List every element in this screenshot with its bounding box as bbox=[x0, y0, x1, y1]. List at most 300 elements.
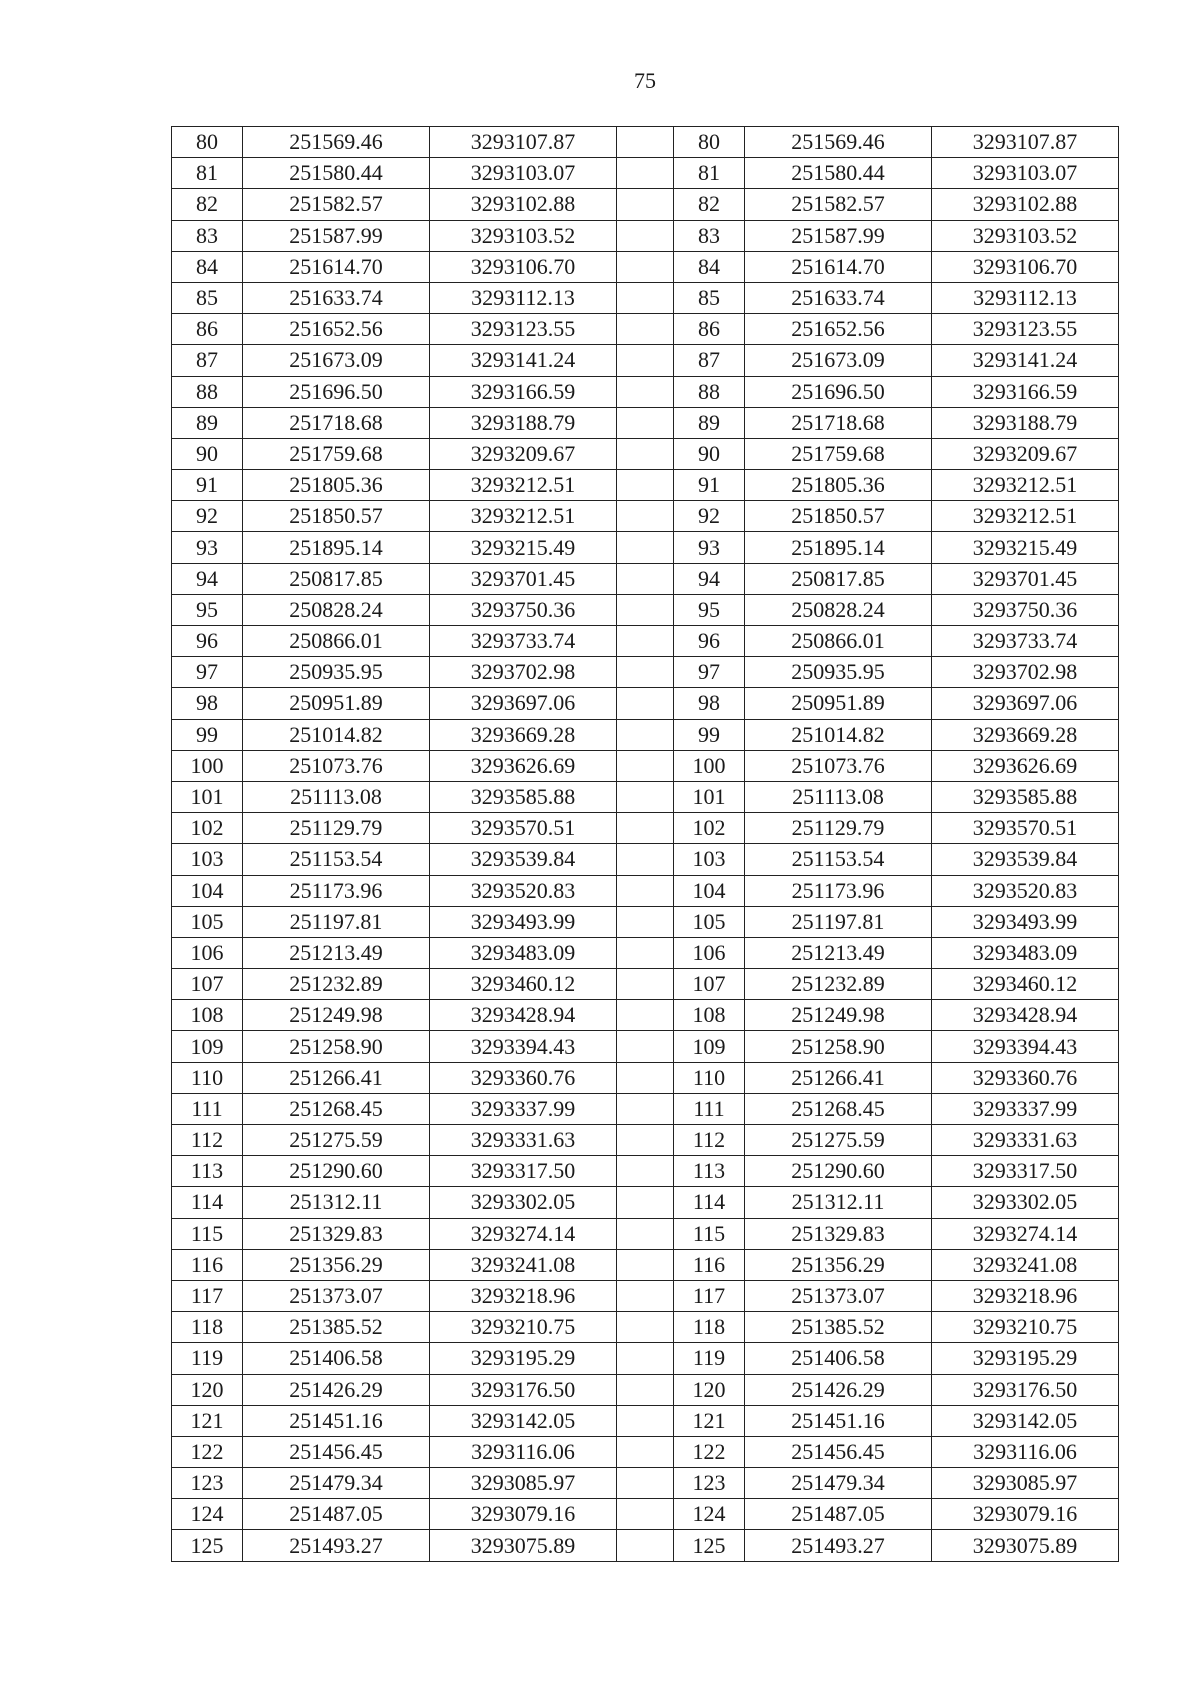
x-coordinate-cell: 251275.59 bbox=[243, 1125, 430, 1156]
table-row bbox=[172, 875, 1119, 906]
y-coordinate-cell: 3293733.74 bbox=[932, 626, 1119, 657]
page-number: 75 bbox=[634, 68, 656, 93]
y-coordinate-cell: 3293337.99 bbox=[430, 1093, 617, 1124]
y-coordinate-cell: 3293102.88 bbox=[932, 189, 1119, 220]
y-coordinate-cell: 3293106.70 bbox=[932, 251, 1119, 282]
point-number-cell: 117 bbox=[674, 1280, 745, 1311]
y-coordinate-cell: 3293539.84 bbox=[932, 844, 1119, 875]
x-coordinate-cell: 251249.98 bbox=[243, 1000, 430, 1031]
point-number-cell: 92 bbox=[172, 501, 243, 532]
point-number-cell: 89 bbox=[172, 407, 243, 438]
x-coordinate-cell: 251153.54 bbox=[745, 844, 932, 875]
table-row bbox=[172, 1405, 1119, 1436]
y-coordinate-cell: 3293626.69 bbox=[430, 750, 617, 781]
x-coordinate-cell: 251451.16 bbox=[745, 1405, 932, 1436]
table-row bbox=[172, 844, 1119, 875]
y-coordinate-cell: 3293142.05 bbox=[430, 1405, 617, 1436]
table-row bbox=[172, 657, 1119, 688]
x-coordinate-cell: 251213.49 bbox=[243, 937, 430, 968]
empty-separator-cell bbox=[617, 282, 674, 313]
point-number-cell: 84 bbox=[674, 251, 745, 282]
empty-separator-cell bbox=[617, 875, 674, 906]
table-row bbox=[172, 1280, 1119, 1311]
y-coordinate-cell: 3293428.94 bbox=[932, 1000, 1119, 1031]
point-number-cell: 108 bbox=[674, 1000, 745, 1031]
y-coordinate-cell: 3293697.06 bbox=[430, 688, 617, 719]
x-coordinate-cell: 251258.90 bbox=[745, 1031, 932, 1062]
table-row bbox=[172, 937, 1119, 968]
point-number-cell: 101 bbox=[172, 781, 243, 812]
point-number-cell: 125 bbox=[674, 1530, 745, 1561]
empty-separator-cell bbox=[617, 1280, 674, 1311]
y-coordinate-cell: 3293331.63 bbox=[932, 1125, 1119, 1156]
point-number-cell: 98 bbox=[172, 688, 243, 719]
point-number-cell: 124 bbox=[172, 1499, 243, 1530]
empty-separator-cell bbox=[617, 532, 674, 563]
y-coordinate-cell: 3293075.89 bbox=[932, 1530, 1119, 1561]
x-coordinate-cell: 251113.08 bbox=[745, 781, 932, 812]
x-coordinate-cell: 251451.16 bbox=[243, 1405, 430, 1436]
y-coordinate-cell: 3293702.98 bbox=[430, 657, 617, 688]
empty-separator-cell bbox=[617, 251, 674, 282]
y-coordinate-cell: 3293079.16 bbox=[932, 1499, 1119, 1530]
point-number-cell: 121 bbox=[674, 1405, 745, 1436]
point-number-cell: 111 bbox=[172, 1093, 243, 1124]
point-number-cell: 116 bbox=[172, 1249, 243, 1280]
table-row bbox=[172, 470, 1119, 501]
x-coordinate-cell: 251456.45 bbox=[243, 1436, 430, 1467]
x-coordinate-cell: 250951.89 bbox=[243, 688, 430, 719]
y-coordinate-cell: 3293123.55 bbox=[932, 314, 1119, 345]
x-coordinate-cell: 251850.57 bbox=[243, 501, 430, 532]
x-coordinate-cell: 251232.89 bbox=[745, 969, 932, 1000]
y-coordinate-cell: 3293394.43 bbox=[430, 1031, 617, 1062]
x-coordinate-cell: 251266.41 bbox=[243, 1062, 430, 1093]
point-number-cell: 119 bbox=[674, 1343, 745, 1374]
empty-separator-cell bbox=[617, 1187, 674, 1218]
y-coordinate-cell: 3293123.55 bbox=[430, 314, 617, 345]
x-coordinate-cell: 250935.95 bbox=[745, 657, 932, 688]
empty-separator-cell bbox=[617, 1312, 674, 1343]
y-coordinate-cell: 3293302.05 bbox=[430, 1187, 617, 1218]
point-number-cell: 122 bbox=[172, 1436, 243, 1467]
x-coordinate-cell: 250817.85 bbox=[243, 563, 430, 594]
point-number-cell: 97 bbox=[172, 657, 243, 688]
x-coordinate-cell: 251385.52 bbox=[243, 1312, 430, 1343]
point-number-cell: 115 bbox=[674, 1218, 745, 1249]
x-coordinate-cell: 251153.54 bbox=[243, 844, 430, 875]
y-coordinate-cell: 3293702.98 bbox=[932, 657, 1119, 688]
y-coordinate-cell: 3293142.05 bbox=[932, 1405, 1119, 1436]
x-coordinate-cell: 251696.50 bbox=[243, 376, 430, 407]
point-number-cell: 91 bbox=[674, 470, 745, 501]
point-number-cell: 107 bbox=[172, 969, 243, 1000]
point-number-cell: 80 bbox=[674, 127, 745, 158]
y-coordinate-cell: 3293176.50 bbox=[430, 1374, 617, 1405]
x-coordinate-cell: 251406.58 bbox=[745, 1343, 932, 1374]
table-row bbox=[172, 626, 1119, 657]
empty-separator-cell bbox=[617, 1374, 674, 1405]
empty-separator-cell bbox=[617, 781, 674, 812]
point-number-cell: 121 bbox=[172, 1405, 243, 1436]
point-number-cell: 123 bbox=[674, 1468, 745, 1499]
x-coordinate-cell: 251329.83 bbox=[745, 1218, 932, 1249]
table-row bbox=[172, 1093, 1119, 1124]
y-coordinate-cell: 3293394.43 bbox=[932, 1031, 1119, 1062]
table-row bbox=[172, 1374, 1119, 1405]
y-coordinate-cell: 3293520.83 bbox=[932, 875, 1119, 906]
point-number-cell: 85 bbox=[674, 282, 745, 313]
empty-separator-cell bbox=[617, 1156, 674, 1187]
table-row bbox=[172, 407, 1119, 438]
empty-separator-cell bbox=[617, 376, 674, 407]
x-coordinate-cell: 251614.70 bbox=[243, 251, 430, 282]
x-coordinate-cell: 251493.27 bbox=[745, 1530, 932, 1561]
x-coordinate-cell: 251014.82 bbox=[243, 719, 430, 750]
y-coordinate-cell: 3293079.16 bbox=[430, 1499, 617, 1530]
x-coordinate-cell: 251213.49 bbox=[745, 937, 932, 968]
empty-separator-cell bbox=[617, 563, 674, 594]
x-coordinate-cell: 250951.89 bbox=[745, 688, 932, 719]
point-number-cell: 111 bbox=[674, 1093, 745, 1124]
table-row bbox=[172, 1062, 1119, 1093]
point-number-cell: 80 bbox=[172, 127, 243, 158]
x-coordinate-cell: 251197.81 bbox=[243, 906, 430, 937]
point-number-cell: 94 bbox=[172, 563, 243, 594]
table-row bbox=[172, 1530, 1119, 1561]
y-coordinate-cell: 3293539.84 bbox=[430, 844, 617, 875]
point-number-cell: 95 bbox=[172, 594, 243, 625]
y-coordinate-cell: 3293733.74 bbox=[430, 626, 617, 657]
table-row bbox=[172, 438, 1119, 469]
table-row bbox=[172, 1218, 1119, 1249]
x-coordinate-cell: 250866.01 bbox=[243, 626, 430, 657]
x-coordinate-cell: 251258.90 bbox=[243, 1031, 430, 1062]
point-number-cell: 99 bbox=[172, 719, 243, 750]
point-number-cell: 105 bbox=[674, 906, 745, 937]
empty-separator-cell bbox=[617, 1062, 674, 1093]
y-coordinate-cell: 3293103.07 bbox=[932, 158, 1119, 189]
table-row bbox=[172, 563, 1119, 594]
y-coordinate-cell: 3293360.76 bbox=[932, 1062, 1119, 1093]
y-coordinate-cell: 3293669.28 bbox=[932, 719, 1119, 750]
x-coordinate-cell: 251569.46 bbox=[243, 127, 430, 158]
x-coordinate-cell: 251487.05 bbox=[243, 1499, 430, 1530]
y-coordinate-cell: 3293212.51 bbox=[932, 501, 1119, 532]
x-coordinate-cell: 251275.59 bbox=[745, 1125, 932, 1156]
y-coordinate-cell: 3293274.14 bbox=[932, 1218, 1119, 1249]
table-row bbox=[172, 1468, 1119, 1499]
point-number-cell: 93 bbox=[674, 532, 745, 563]
point-number-cell: 112 bbox=[674, 1125, 745, 1156]
table-row bbox=[172, 189, 1119, 220]
point-number-cell: 86 bbox=[172, 314, 243, 345]
x-coordinate-cell: 250935.95 bbox=[243, 657, 430, 688]
x-coordinate-cell: 251479.34 bbox=[745, 1468, 932, 1499]
x-coordinate-cell: 251290.60 bbox=[243, 1156, 430, 1187]
x-coordinate-cell: 251673.09 bbox=[243, 345, 430, 376]
x-coordinate-cell: 251805.36 bbox=[243, 470, 430, 501]
point-number-cell: 87 bbox=[674, 345, 745, 376]
x-coordinate-cell: 251479.34 bbox=[243, 1468, 430, 1499]
point-number-cell: 88 bbox=[172, 376, 243, 407]
y-coordinate-cell: 3293337.99 bbox=[932, 1093, 1119, 1124]
y-coordinate-cell: 3293103.07 bbox=[430, 158, 617, 189]
point-number-cell: 87 bbox=[172, 345, 243, 376]
y-coordinate-cell: 3293460.12 bbox=[430, 969, 617, 1000]
x-coordinate-cell: 251406.58 bbox=[243, 1343, 430, 1374]
x-coordinate-cell: 251487.05 bbox=[745, 1499, 932, 1530]
y-coordinate-cell: 3293085.97 bbox=[932, 1468, 1119, 1499]
x-coordinate-cell: 251587.99 bbox=[745, 220, 932, 251]
x-coordinate-cell: 250817.85 bbox=[745, 563, 932, 594]
empty-separator-cell bbox=[617, 345, 674, 376]
y-coordinate-cell: 3293483.09 bbox=[430, 937, 617, 968]
y-coordinate-cell: 3293212.51 bbox=[430, 470, 617, 501]
table-row bbox=[172, 969, 1119, 1000]
empty-separator-cell bbox=[617, 1125, 674, 1156]
point-number-cell: 85 bbox=[172, 282, 243, 313]
table-row bbox=[172, 1156, 1119, 1187]
x-coordinate-cell: 250828.24 bbox=[243, 594, 430, 625]
empty-separator-cell bbox=[617, 1093, 674, 1124]
x-coordinate-cell: 251633.74 bbox=[745, 282, 932, 313]
y-coordinate-cell: 3293585.88 bbox=[932, 781, 1119, 812]
y-coordinate-cell: 3293107.87 bbox=[932, 127, 1119, 158]
empty-separator-cell bbox=[617, 906, 674, 937]
empty-separator-cell bbox=[617, 1436, 674, 1467]
y-coordinate-cell: 3293176.50 bbox=[932, 1374, 1119, 1405]
point-number-cell: 94 bbox=[674, 563, 745, 594]
point-number-cell: 118 bbox=[674, 1312, 745, 1343]
x-coordinate-cell: 251385.52 bbox=[745, 1312, 932, 1343]
y-coordinate-cell: 3293460.12 bbox=[932, 969, 1119, 1000]
point-number-cell: 102 bbox=[172, 813, 243, 844]
x-coordinate-cell: 251580.44 bbox=[243, 158, 430, 189]
y-coordinate-cell: 3293570.51 bbox=[932, 813, 1119, 844]
empty-separator-cell bbox=[617, 407, 674, 438]
y-coordinate-cell: 3293209.67 bbox=[430, 438, 617, 469]
x-coordinate-cell: 251895.14 bbox=[745, 532, 932, 563]
point-number-cell: 115 bbox=[172, 1218, 243, 1249]
x-coordinate-cell: 251173.96 bbox=[243, 875, 430, 906]
x-coordinate-cell: 251356.29 bbox=[745, 1249, 932, 1280]
empty-separator-cell bbox=[617, 844, 674, 875]
y-coordinate-cell: 3293112.13 bbox=[430, 282, 617, 313]
empty-separator-cell bbox=[617, 1530, 674, 1561]
point-number-cell: 96 bbox=[674, 626, 745, 657]
table-row bbox=[172, 813, 1119, 844]
table-row bbox=[172, 501, 1119, 532]
x-coordinate-cell: 251268.45 bbox=[243, 1093, 430, 1124]
x-coordinate-cell: 251652.56 bbox=[243, 314, 430, 345]
empty-separator-cell bbox=[617, 969, 674, 1000]
empty-separator-cell bbox=[617, 438, 674, 469]
y-coordinate-cell: 3293075.89 bbox=[430, 1530, 617, 1561]
y-coordinate-cell: 3293212.51 bbox=[932, 470, 1119, 501]
x-coordinate-cell: 251805.36 bbox=[745, 470, 932, 501]
x-coordinate-cell: 251373.07 bbox=[243, 1280, 430, 1311]
point-number-cell: 95 bbox=[674, 594, 745, 625]
table-row bbox=[172, 376, 1119, 407]
empty-separator-cell bbox=[617, 220, 674, 251]
point-number-cell: 90 bbox=[172, 438, 243, 469]
x-coordinate-cell: 251850.57 bbox=[745, 501, 932, 532]
empty-separator-cell bbox=[617, 657, 674, 688]
point-number-cell: 104 bbox=[674, 875, 745, 906]
point-number-cell: 125 bbox=[172, 1530, 243, 1561]
y-coordinate-cell: 3293483.09 bbox=[932, 937, 1119, 968]
y-coordinate-cell: 3293701.45 bbox=[932, 563, 1119, 594]
point-number-cell: 99 bbox=[674, 719, 745, 750]
y-coordinate-cell: 3293218.96 bbox=[932, 1280, 1119, 1311]
y-coordinate-cell: 3293331.63 bbox=[430, 1125, 617, 1156]
y-coordinate-cell: 3293103.52 bbox=[430, 220, 617, 251]
point-number-cell: 114 bbox=[172, 1187, 243, 1218]
point-number-cell: 110 bbox=[172, 1062, 243, 1093]
x-coordinate-cell: 251426.29 bbox=[745, 1374, 932, 1405]
y-coordinate-cell: 3293697.06 bbox=[932, 688, 1119, 719]
point-number-cell: 123 bbox=[172, 1468, 243, 1499]
point-number-cell: 103 bbox=[674, 844, 745, 875]
point-number-cell: 93 bbox=[172, 532, 243, 563]
x-coordinate-cell: 251113.08 bbox=[243, 781, 430, 812]
point-number-cell: 107 bbox=[674, 969, 745, 1000]
x-coordinate-cell: 251129.79 bbox=[745, 813, 932, 844]
empty-separator-cell bbox=[617, 688, 674, 719]
point-number-cell: 117 bbox=[172, 1280, 243, 1311]
empty-separator-cell bbox=[617, 1343, 674, 1374]
point-number-cell: 82 bbox=[172, 189, 243, 220]
point-number-cell: 100 bbox=[674, 750, 745, 781]
y-coordinate-cell: 3293215.49 bbox=[430, 532, 617, 563]
x-coordinate-cell: 251587.99 bbox=[243, 220, 430, 251]
x-coordinate-cell: 251456.45 bbox=[745, 1436, 932, 1467]
point-number-cell: 118 bbox=[172, 1312, 243, 1343]
empty-separator-cell bbox=[617, 314, 674, 345]
y-coordinate-cell: 3293141.24 bbox=[430, 345, 617, 376]
x-coordinate-cell: 251696.50 bbox=[745, 376, 932, 407]
empty-separator-cell bbox=[617, 1000, 674, 1031]
table-row bbox=[172, 1312, 1119, 1343]
point-number-cell: 114 bbox=[674, 1187, 745, 1218]
x-coordinate-cell: 250866.01 bbox=[745, 626, 932, 657]
x-coordinate-cell: 251673.09 bbox=[745, 345, 932, 376]
table-row bbox=[172, 1343, 1119, 1374]
x-coordinate-cell: 251197.81 bbox=[745, 906, 932, 937]
x-coordinate-cell: 251493.27 bbox=[243, 1530, 430, 1561]
y-coordinate-cell: 3293570.51 bbox=[430, 813, 617, 844]
point-number-cell: 83 bbox=[172, 220, 243, 251]
empty-separator-cell bbox=[617, 1405, 674, 1436]
x-coordinate-cell: 251759.68 bbox=[243, 438, 430, 469]
y-coordinate-cell: 3293141.24 bbox=[932, 345, 1119, 376]
x-coordinate-cell: 251129.79 bbox=[243, 813, 430, 844]
table-row bbox=[172, 127, 1119, 158]
point-number-cell: 104 bbox=[172, 875, 243, 906]
x-coordinate-cell: 250828.24 bbox=[745, 594, 932, 625]
empty-separator-cell bbox=[617, 750, 674, 781]
point-number-cell: 86 bbox=[674, 314, 745, 345]
y-coordinate-cell: 3293103.52 bbox=[932, 220, 1119, 251]
point-number-cell: 109 bbox=[674, 1031, 745, 1062]
table-row bbox=[172, 220, 1119, 251]
y-coordinate-cell: 3293274.14 bbox=[430, 1218, 617, 1249]
point-number-cell: 84 bbox=[172, 251, 243, 282]
empty-separator-cell bbox=[617, 1218, 674, 1249]
table-row bbox=[172, 314, 1119, 345]
x-coordinate-cell: 251582.57 bbox=[243, 189, 430, 220]
y-coordinate-cell: 3293116.06 bbox=[932, 1436, 1119, 1467]
table-row bbox=[172, 251, 1119, 282]
table-row bbox=[172, 1249, 1119, 1280]
x-coordinate-cell: 251329.83 bbox=[243, 1218, 430, 1249]
point-number-cell: 82 bbox=[674, 189, 745, 220]
table-row bbox=[172, 1031, 1119, 1062]
y-coordinate-cell: 3293212.51 bbox=[430, 501, 617, 532]
y-coordinate-cell: 3293302.05 bbox=[932, 1187, 1119, 1218]
x-coordinate-cell: 251312.11 bbox=[243, 1187, 430, 1218]
point-number-cell: 108 bbox=[172, 1000, 243, 1031]
point-number-cell: 122 bbox=[674, 1436, 745, 1467]
empty-separator-cell bbox=[617, 158, 674, 189]
table-row bbox=[172, 719, 1119, 750]
point-number-cell: 105 bbox=[172, 906, 243, 937]
y-coordinate-cell: 3293317.50 bbox=[932, 1156, 1119, 1187]
y-coordinate-cell: 3293360.76 bbox=[430, 1062, 617, 1093]
table-row bbox=[172, 1125, 1119, 1156]
point-number-cell: 120 bbox=[172, 1374, 243, 1405]
x-coordinate-cell: 251569.46 bbox=[745, 127, 932, 158]
empty-separator-cell bbox=[617, 470, 674, 501]
x-coordinate-cell: 251232.89 bbox=[243, 969, 430, 1000]
x-coordinate-cell: 251718.68 bbox=[243, 407, 430, 438]
y-coordinate-cell: 3293585.88 bbox=[430, 781, 617, 812]
x-coordinate-cell: 251718.68 bbox=[745, 407, 932, 438]
empty-separator-cell bbox=[617, 594, 674, 625]
point-number-cell: 81 bbox=[172, 158, 243, 189]
x-coordinate-cell: 251173.96 bbox=[745, 875, 932, 906]
y-coordinate-cell: 3293188.79 bbox=[932, 407, 1119, 438]
point-number-cell: 106 bbox=[172, 937, 243, 968]
table-row bbox=[172, 906, 1119, 937]
empty-separator-cell bbox=[617, 1249, 674, 1280]
x-coordinate-cell: 251582.57 bbox=[745, 189, 932, 220]
table-row bbox=[172, 1000, 1119, 1031]
point-number-cell: 90 bbox=[674, 438, 745, 469]
y-coordinate-cell: 3293210.75 bbox=[932, 1312, 1119, 1343]
table-row bbox=[172, 1187, 1119, 1218]
x-coordinate-cell: 251614.70 bbox=[745, 251, 932, 282]
x-coordinate-cell: 251266.41 bbox=[745, 1062, 932, 1093]
y-coordinate-cell: 3293188.79 bbox=[430, 407, 617, 438]
y-coordinate-cell: 3293085.97 bbox=[430, 1468, 617, 1499]
y-coordinate-cell: 3293218.96 bbox=[430, 1280, 617, 1311]
point-number-cell: 100 bbox=[172, 750, 243, 781]
point-number-cell: 91 bbox=[172, 470, 243, 501]
y-coordinate-cell: 3293493.99 bbox=[932, 906, 1119, 937]
empty-separator-cell bbox=[617, 127, 674, 158]
point-number-cell: 113 bbox=[172, 1156, 243, 1187]
x-coordinate-cell: 251895.14 bbox=[243, 532, 430, 563]
y-coordinate-cell: 3293195.29 bbox=[430, 1343, 617, 1374]
y-coordinate-cell: 3293493.99 bbox=[430, 906, 617, 937]
y-coordinate-cell: 3293116.06 bbox=[430, 1436, 617, 1467]
empty-separator-cell bbox=[617, 1468, 674, 1499]
y-coordinate-cell: 3293750.36 bbox=[430, 594, 617, 625]
y-coordinate-cell: 3293626.69 bbox=[932, 750, 1119, 781]
y-coordinate-cell: 3293107.87 bbox=[430, 127, 617, 158]
